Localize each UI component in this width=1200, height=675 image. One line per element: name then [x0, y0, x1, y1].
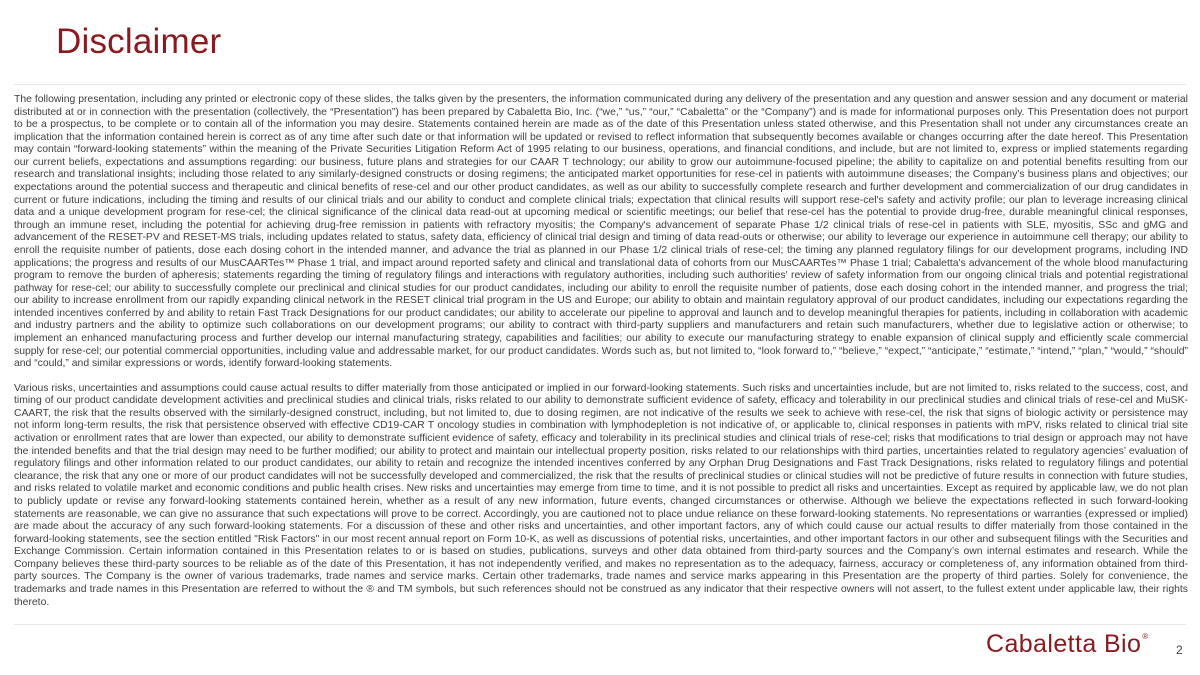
registered-mark: ®	[1142, 632, 1149, 641]
title-divider	[14, 84, 1186, 85]
disclaimer-body	[14, 94, 1188, 609]
logo-wordmark: Cabaletta Bio	[986, 630, 1142, 658]
disclaimer-paragraph-risks: Various risks, uncertainties and assumptions could cause actual results to differ materially from those anticipated or implied in our forward-looking statements. Such risks and uncertainties include, but are not limited to, risks related to the success, cost, and timing of our product candidate development activities and preclinical studies and clinical trials, risks related to our ability to demonstrate sufficient evidence of safety, efficacy and tolerability in our preclinical studies and clinical trials of rese-cel and MuSK-CAART, the risk that the results observed with the similarly-designed construct, including, but not limited to, due to dosing regimen, are not indicative of the results we seek to achieve with rese-cel, the risk that signs of biologic activity or persistence may not inform long-term results, the risk that persistence observed with effective CD19-CAR T oncology studies in combination with lymphodepletion is not indicative of, or applicable to, clinical responses in patients with mPV, risks related to clinical trial site activation or enrollment rates that are lower than expected, our ability to demonstrate sufficient evidence of safety, efficacy and tolerability in its preclinical studies and clinical trials of rese-cel; risks that modifications to trial design or approach may not have the intended benefits and that the trial design may need to be further modified; our ability to protect and maintain our intellectual property position, risks related to our relationships with third parties, uncertainties related to regulatory agencies’ evaluation of regulatory filings and other information related to our product candidates, our ability to retain and recognize the intended incentives conferred by any Orphan Drug Designations and Fast Track Designations, risks related to regulatory filings and potential clearance, the risk that any one or more of our product candidates will not be successfully developed and commercialized, the risk that the results of preclinical studies or clinical studies will not be predictive of future results in connection with future studies, and risks related to volatile market and economic conditions and public health crises. New risks and uncertainties may emerge from time to time, and it is not possible to predict all risks and uncertainties. Except as required by applicable law, we do not plan to publicly update or revise any forward-looking statements contained herein, whether as a result of any new information, future events, changed circumstances or otherwise. Although we believe the expectations reflected in such forward-looking statements are reasonable, we can give no assurance that such expectations will prove to be correct. Accordingly, you are cautioned not to place undue reliance on these forward-looking statements. No representations or warranties (expressed or implied) are made about the accuracy of any such forward-looking statements. For a discussion of these and other risks and uncertainties, and other important factors, any of which could cause our actual results to differ materially from those contained in the forward-looking statements, see the section entitled "Risk Factors" in our most recent annual report on Form 10-K, as well as discussions of potential risks, uncertainties, and other important factors in our other and subsequent filings with the Securities and Exchange Commission. Certain information contained in this Presentation relates to or is based on studies, publications, surveys and other data obtained from third-party sources and the Company’s own internal estimates and research. While the Company believes these third-party sources to be reliable as of the date of this Presentation, it has not independently verified, and makes no representation as to the adequacy, fairness, accuracy or completeness of, any information obtained from third-party sources. The Company is the owner of various trademarks, trade names and service marks. Certain other trademarks, trade names and service marks appearing in this Presentation are the property of third parties. Solely for convenience, the trademarks and trade names in this Presentation are referred to without the ® and TM symbols, but such references should not be construed as any indicator that their respective owners will not assert, to the fullest extent under applicable law, their rights thereto.	[14, 382, 1188, 608]
disclaimer-paragraph-forward-looking: The following presentation, including any printed or electronic copy of these slides, the talks given by the presenters, the information communicated during any delivery of the presentation and any question and answer session and any document or material distributed at or in connection with the presentation (collectively, the “Presentation”) has been prepared by Cabaletta Bio, Inc. (“we,” “us,” “our,” “Cabaletta” or the “Company”) and is made for informational purposes only. This Presentation does not purport to be a prospectus, to be complete or to contain all of the information you may desire. Statements contained herein are made as of the date of this Presentation unless stated otherwise, and this Presentation shall not under any circumstances create an implication that the information contained herein is correct as of any time after such date or that information will be updated or revised to reflect information that subsequently becomes available or changes occurring after the date hereof. This Presentation may contain “forward-looking statements” within the meaning of the Private Securities Litigation Reform Act of 1995 relating to our business, operations, and financial conditions, and include, but are not limited to, express or implied statements regarding our current beliefs, expectations and assumptions regarding: our business, future plans and strategies for our CAAR T technology; our ability to grow our autoimmune-focused pipeline; the ability to capitalize on and potential benefits resulting from our research and translational insights; including those related to any similarly-designed constructs or dosing regimens; the anticipated market opportunities for rese-cel in patients with autoimmune diseases; the Company’s business plans and objectives; our expectations around the potential success and therapeutic and clinical benefits of rese-cel and our other product candidates, as well as our ability to successfully complete research and further development and commercialization of our drug candidates in current or future indications, including the timing and results of our clinical trials and our ability to conduct and complete clinical trials; expectation that clinical results will support rese-cel's safety and activity profile; our plan to leverage increasing clinical data and a unique development program for rese-cel; the clinical significance of the clinical data read-out at upcoming medical or scientific meetings; our belief that rese-cel has the potential to provide drug-free, durable meaningful clinical responses, through an immune reset, including the potential for achieving drug-free remission in patients with refractory myositis; the Company's advancement of separate Phase 1/2 clinical trials of rese-cel in patients with SLE, myositis, SSc and gMG and advancement of the RESET-PV and RESET-MS trials, including updates related to status, safety data, efficiency of clinical trial design and timing of data read-outs or otherwise; our ability to leverage our experience in autoimmune cell therapy; our ability to enroll the requisite number of patients, dose each dosing cohort in the intended manner, and advance the trial as planned in our Phase 1/2 clinical trials of rese-cel; the timing any planned regulatory filings for our development programs, including IND applications; the progress and results of our MusCAARTes™ Phase 1 trial, and impact around reported safety and clinical and translational data of cohorts from our MusCAARTes™ Phase 1 trial; Cabaletta's advancement of the whole blood manufacturing program to remove the burden of apheresis; statements regarding the timing of regulatory filings and interactions with regulatory authorities, including such authorities' review of safety information from our ongoing clinical trials and potential registrational pathway for rese-cel; our ability to successfully complete our preclinical and clinical studies for our product candidates, including our ability to enroll the requisite number of patients, dose each dosing cohort in the intended manner, and progress the trial; our ability to increase enrollment from our rapidly expanding clinical network in the RESET clinical trial program in the US and Europe; our ability to obtain and maintain regulatory approval of our product candidates, including our expectations regarding the intended incentives conferred by and ability to retain Fast Track Designations for our product candidates; our ability to accelerate our pipeline to approval and launch and to develop meaningful therapies for patients, including in collaboration with academic and industry partners and the ability to optimize such collaborations on our development programs; our ability to contract with third-party suppliers and manufacturers and retain such manufacturers, whether due to legislative action or otherwise; to implement an enhanced manufacturing process and further develop our internal manufacturing strategy, capabilities and facilities; our ability to execute our manufacturing strategy to enable expansion of clinical supply and efficiently scale commercial supply for rese-cel; our potential commercial opportunities, including value and addressable market, for our product candidates. Words such as, but not limited to, “look forward to,” “believe,” “expect,” “anticipate,” “estimate,” “intend,” “plan,” “would,” “should” and “could,” and similar expressions or words, identify forward-looking statements.	[14, 94, 1188, 370]
footer-divider	[14, 624, 1186, 625]
company-logo	[986, 630, 1149, 659]
page-title: Disclaimer	[56, 22, 222, 61]
page-number: 2	[1176, 643, 1183, 657]
